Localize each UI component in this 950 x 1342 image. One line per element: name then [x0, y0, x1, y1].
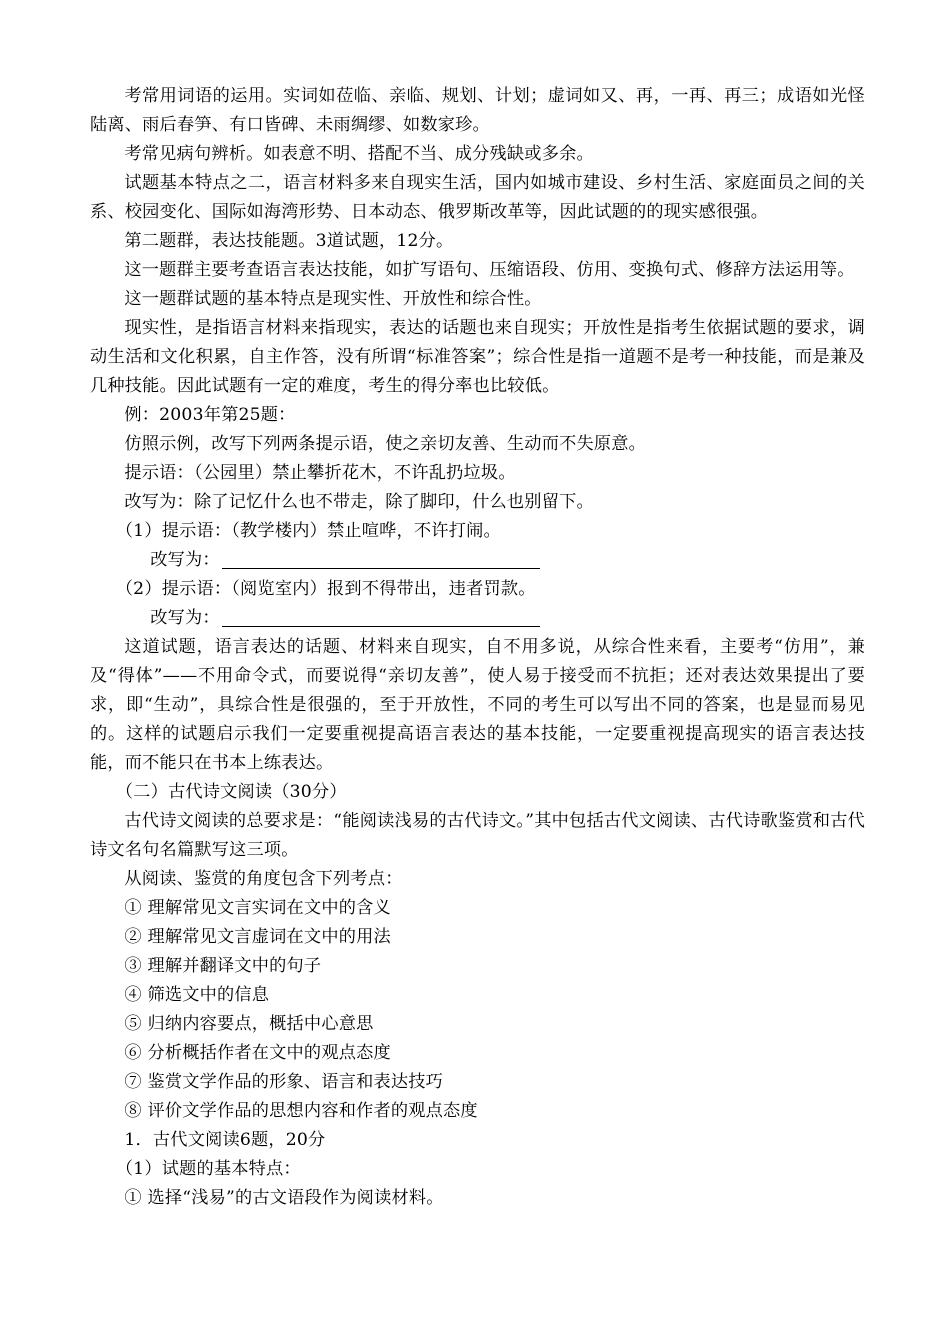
answer-blank: [222, 625, 540, 627]
paragraph: 从阅读、鉴赏的角度包含下列考点：: [124, 869, 403, 889]
subsection-heading: 1．古代文阅读6题，20分: [124, 1130, 326, 1150]
document-page: [90, 82, 865, 1213]
paragraph: 试题基本特点之二，语言材料多来自现实生活，国内如城市建设、乡村生活、家庭面员之间的关系、校园变化、国际如海湾形势、日本动态、俄罗斯改革等，因此试题的的现实感很强。: [90, 173, 865, 222]
paragraph: 改写为：除了记忆什么也不带走，除了脚印，什么也别留下。: [124, 492, 594, 512]
list-item: ⑦ 鉴赏文学作品的形象、语言和表达技巧: [124, 1072, 444, 1092]
list-item: ① 选择“浅易”的古文语段作为阅读材料。: [124, 1188, 444, 1208]
list-item: ④ 筛选文中的信息: [124, 985, 270, 1005]
question-item: （1）提示语：（教学楼内）禁止喧哗，不许打闹。: [115, 521, 501, 541]
paragraph: 古代诗文阅读的总要求是：“能阅读浅易的古代诗文。”其中包括古代文阅读、古代诗歌鉴赏和古代诗文名句名篇默写这三项。: [90, 811, 865, 860]
list-item: ⑤ 归纳内容要点，概括中心意思: [124, 1014, 374, 1034]
paragraph: 考常用词语的运用。实词如莅临、亲临、规划、计划；虚词如又、再，一再、再三；成语如光怪陆离、雨后春笋、有口皆碑、未雨绸缪、如数家珍。: [90, 86, 865, 135]
paragraph: 考常见病句辨析。如表意不明、搭配不当、成分残缺或多余。: [124, 144, 594, 164]
subsection-heading: （1）试题的基本特点：: [115, 1159, 301, 1179]
paragraph: 这道试题，语言表达的话题、材料来自现实，自不用多说，从综合性来看，主要考“仿用”，兼及“得体”——不用命令式，而要说得“亲切友善”，使人易于接受而不抗拒；还对表达效果提出了要求，即“生动”，具综合性是很强的，至于开放性，不同的考生可以写出不同的答案，也是显而易见的。这样的试题启示我们一定要重视提高语言表达的基本技能，一定要重视提高现实的语言表达技能，而不能只在书本上练表达。: [90, 637, 865, 773]
rewrite-label: 改写为：: [150, 608, 220, 628]
list-item: ③ 理解并翻译文中的句子: [124, 956, 322, 976]
list-item: ② 理解常见文言虚词在文中的用法: [124, 927, 391, 947]
paragraph: 这一题群试题的基本特点是现实性、开放性和综合性。: [124, 289, 542, 309]
example-heading: 例：2003年第25题：: [124, 405, 296, 425]
paragraph: 这一题群主要考查语言表达技能，如扩写语句、压缩语段、仿用、变换句式、修辞方法运用等。: [124, 260, 855, 280]
rewrite-answer-line: [90, 546, 865, 575]
list-item: ① 理解常见文言实词在文中的含义: [124, 898, 391, 918]
paragraph: 第二题群，表达技能题。3道试题，12分。: [124, 231, 454, 251]
paragraph: 提示语：（公园里）禁止攀折花木，不许乱扔垃圾。: [124, 463, 516, 483]
rewrite-label: 改写为：: [150, 550, 220, 570]
question-item: （2）提示语：（阅览室内）报到不得带出，违者罚款。: [115, 579, 536, 599]
paragraph: 现实性，是指语言材料来指现实，表达的话题也来自现实；开放性是指考生依据试题的要求，调动生活和文化积累，自主作答，没有所谓“标准答案”；综合性是指一道题不是考一种技能，而是兼及几种技能。因此试题有一定的难度，考生的得分率也比较低。: [90, 318, 865, 396]
list-item: ⑥ 分析概括作者在文中的观点态度: [124, 1043, 391, 1063]
list-item: ⑧ 评价文学作品的思想内容和作者的观点态度: [124, 1101, 478, 1121]
section-heading: （二）古代诗文阅读（30分）: [115, 782, 347, 802]
paragraph: 仿照示例，改写下列两条提示语，使之亲切友善、生动而不失原意。: [124, 434, 647, 454]
answer-blank: [222, 567, 540, 569]
rewrite-answer-line: [90, 604, 865, 633]
